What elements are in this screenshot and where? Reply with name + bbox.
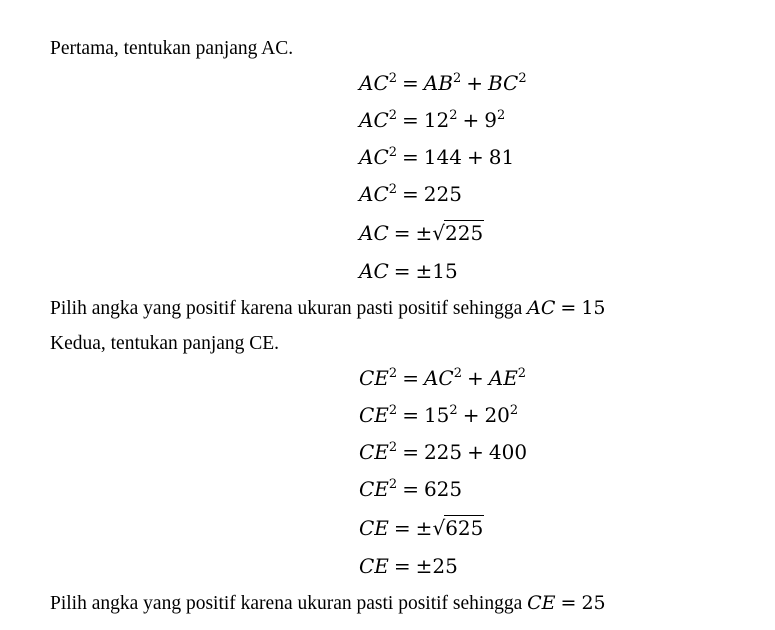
- exponent: 2: [497, 108, 506, 123]
- eq-ac-line6: [359, 258, 458, 284]
- plus-minus-sign: ±: [415, 221, 433, 245]
- eq-ce-line4: [359, 476, 462, 502]
- eq-ce-line5: [359, 515, 484, 541]
- eq-ac-line1: [359, 70, 527, 96]
- eq-ac-line5: [359, 220, 484, 246]
- term-b: AE: [488, 366, 518, 390]
- eq-ce-line2: [359, 402, 518, 428]
- conclusion-equation: [527, 297, 605, 319]
- eq-lhs: CE: [359, 554, 389, 578]
- exponent: 2: [509, 403, 519, 418]
- exponent: 2: [449, 108, 458, 123]
- eq-ac-line2: [359, 107, 505, 133]
- result-value: ±15: [415, 259, 458, 283]
- section1-intro: Pertama, tentukan panjang AC.: [50, 38, 294, 59]
- eq-lhs: CE: [359, 440, 389, 464]
- equals-sign: =: [560, 297, 577, 319]
- radicand: 225: [445, 221, 484, 245]
- result-value: ±25: [415, 554, 458, 578]
- term-a: 12: [423, 108, 450, 132]
- plus-minus-sign: ±: [415, 516, 433, 540]
- conclusion-var: CE: [527, 592, 556, 614]
- exponent: 2: [517, 366, 527, 381]
- term-a: AC: [423, 366, 454, 390]
- conclusion-value: 25: [581, 592, 606, 614]
- square-root: [432, 220, 484, 246]
- equals-sign: =: [402, 366, 419, 390]
- eq-ce-line1: [359, 365, 526, 391]
- conclusion-value: 15: [581, 297, 606, 319]
- equals-sign: =: [402, 108, 419, 132]
- term-b: BC: [487, 71, 519, 95]
- exponent: 2: [453, 366, 462, 381]
- plus-sign: +: [467, 440, 484, 464]
- plus-sign: +: [466, 145, 484, 169]
- eq-lhs: AC: [359, 182, 389, 206]
- radicand: 625: [445, 516, 484, 540]
- plus-sign: +: [462, 108, 480, 132]
- eq-lhs: CE: [359, 477, 389, 501]
- term-b: 20: [484, 403, 510, 427]
- equals-sign: =: [402, 477, 419, 501]
- section1-conclusion: [50, 296, 606, 321]
- term-a: 225: [423, 440, 463, 464]
- exponent: 2: [388, 145, 398, 160]
- square-root: [432, 515, 484, 541]
- term-a: AB: [423, 71, 453, 95]
- exponent: 2: [388, 440, 398, 455]
- equals-sign: =: [402, 403, 419, 427]
- equals-sign: =: [402, 145, 419, 169]
- equals-sign: =: [402, 71, 419, 95]
- equals-sign: =: [393, 259, 411, 283]
- eq-ce-line3: [359, 439, 527, 465]
- eq-lhs: AC: [359, 221, 389, 245]
- conclusion-text: Pilih angka yang positif karena ukuran pasti positif sehingga: [50, 593, 523, 614]
- exponent: 2: [388, 366, 398, 381]
- equals-sign: =: [402, 440, 419, 464]
- plus-sign: +: [466, 366, 484, 390]
- eq-lhs: AC: [359, 259, 389, 283]
- radical-icon: √: [432, 221, 446, 245]
- equals-sign: =: [393, 221, 411, 245]
- plus-sign: +: [466, 71, 483, 95]
- radical-icon: √: [432, 516, 446, 540]
- equals-sign: =: [560, 592, 577, 614]
- equals-sign: =: [402, 182, 419, 206]
- eq-ac-line4: [359, 181, 462, 207]
- eq-lhs: CE: [359, 403, 389, 427]
- exponent: 2: [388, 71, 398, 86]
- conclusion-var: AC: [527, 297, 556, 319]
- conclusion-text: Pilih angka yang positif karena ukuran pasti positif sehingga: [50, 298, 523, 319]
- section2-intro: Kedua, tentukan panjang CE.: [50, 333, 280, 354]
- plus-sign: +: [462, 403, 480, 427]
- exponent: 2: [388, 477, 398, 492]
- term-b: 81: [488, 145, 515, 169]
- equals-sign: =: [393, 516, 411, 540]
- exponent: 2: [449, 403, 458, 418]
- exponent: 2: [388, 108, 398, 123]
- equals-sign: =: [393, 554, 411, 578]
- term-a: 15: [423, 403, 450, 427]
- eq-ce-line6: [359, 553, 458, 579]
- eq-lhs: AC: [359, 145, 389, 169]
- term-b: 400: [488, 440, 528, 464]
- exponent: 2: [388, 403, 398, 418]
- exponent: 2: [452, 71, 462, 86]
- eq-lhs: AC: [359, 71, 389, 95]
- exponent: 2: [518, 71, 527, 86]
- eq-lhs: CE: [359, 366, 389, 390]
- term-b: 9: [484, 108, 498, 132]
- term-a: 225: [423, 182, 462, 206]
- eq-ac-line3: [359, 144, 514, 170]
- eq-lhs: CE: [359, 516, 389, 540]
- exponent: 2: [388, 182, 398, 197]
- term-a: 144: [423, 145, 462, 169]
- term-a: 625: [423, 477, 463, 501]
- conclusion-equation: [527, 592, 606, 614]
- eq-lhs: AC: [359, 108, 389, 132]
- section2-conclusion: [50, 591, 606, 616]
